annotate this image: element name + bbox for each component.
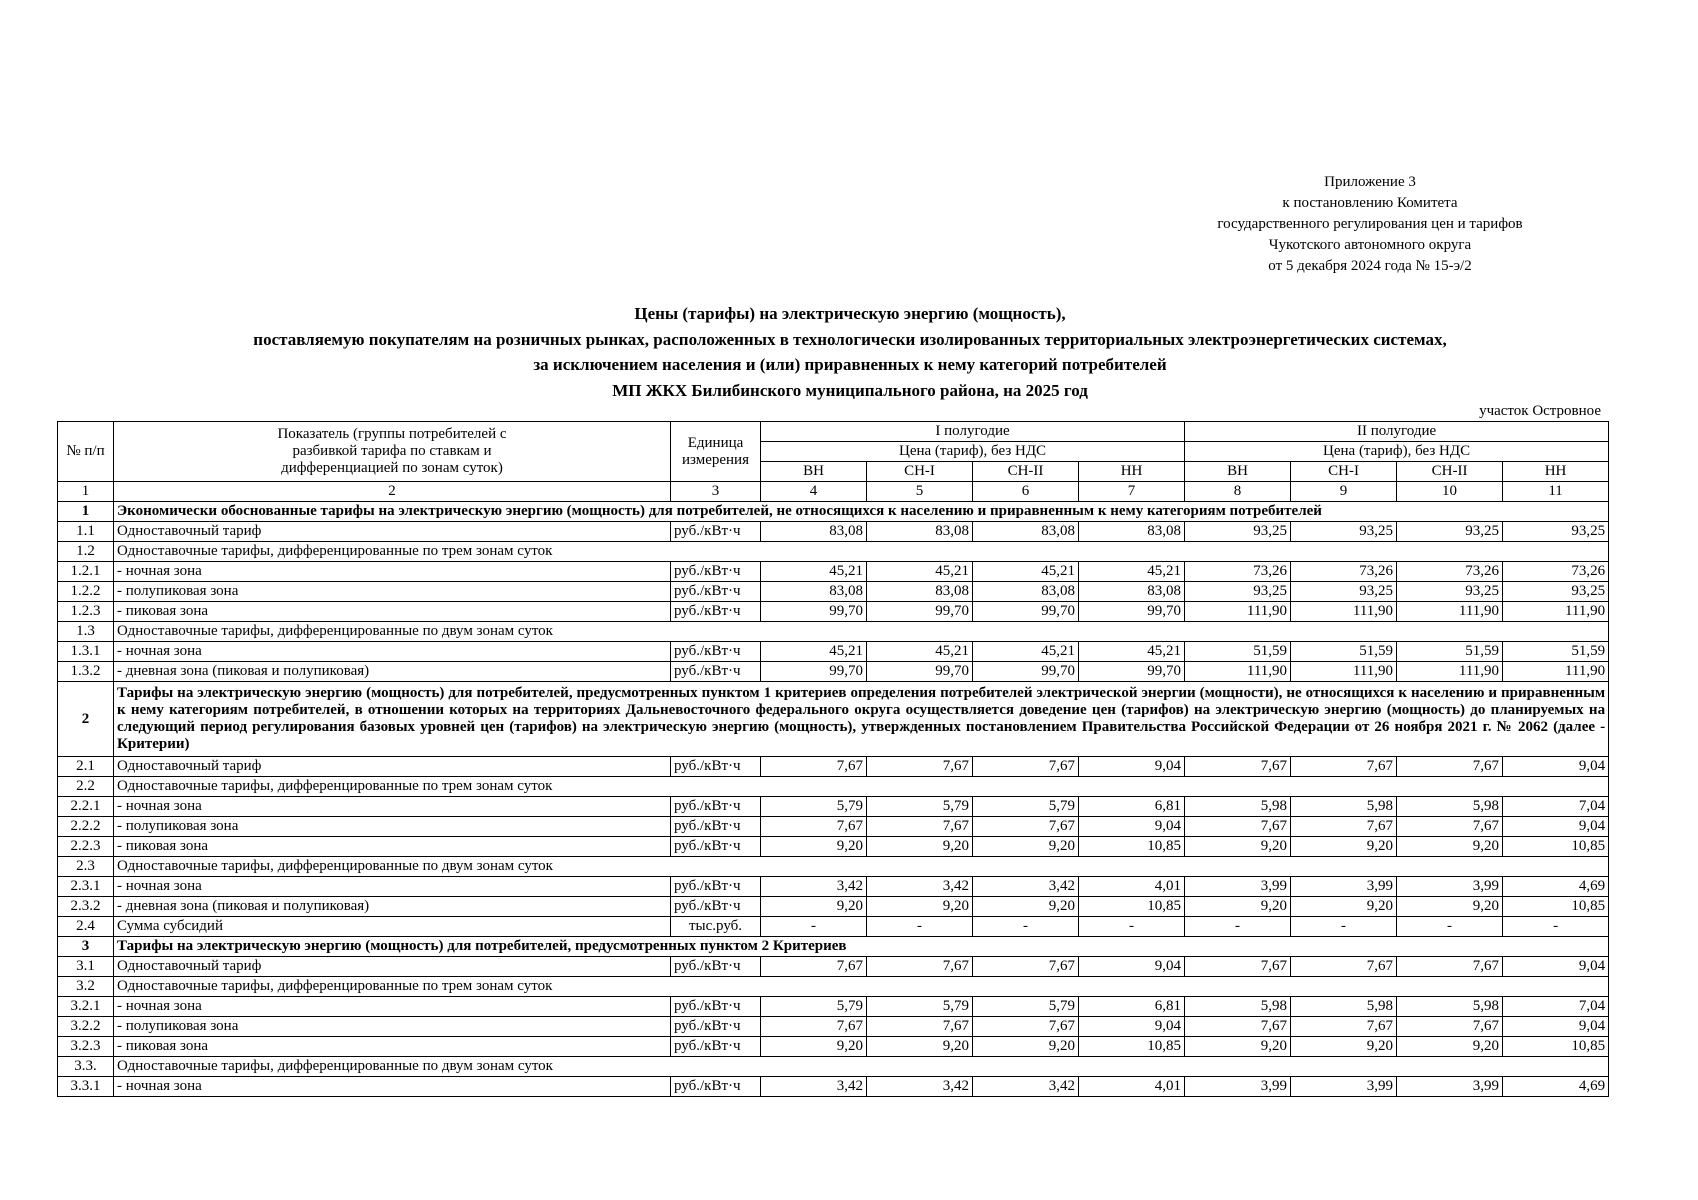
group-title: Одноставочные тарифы, дифференцированные по трем зонам суток — [114, 977, 1609, 997]
tariff-value: 7,67 — [1397, 957, 1503, 977]
tariff-value: 7,67 — [1397, 817, 1503, 837]
row-number: 2.1 — [58, 757, 114, 777]
row-unit: руб./кВт·ч — [671, 837, 761, 857]
group-row — [58, 622, 1609, 642]
tariff-value: 99,70 — [973, 662, 1079, 682]
table-row — [58, 562, 1609, 582]
tariff-value: - — [1079, 917, 1185, 937]
table-row — [58, 757, 1609, 777]
tariff-value: 99,70 — [1079, 602, 1185, 622]
tariff-value: 111,90 — [1503, 662, 1609, 682]
tariff-value: 93,25 — [1397, 522, 1503, 542]
row-number: 2.2.3 — [58, 837, 114, 857]
tariff-value: 7,67 — [973, 1017, 1079, 1037]
tariff-value: 10,85 — [1079, 1037, 1185, 1057]
tariff-value: 9,04 — [1079, 757, 1185, 777]
tariff-value: 3,42 — [761, 1077, 867, 1097]
tariff-value: 7,67 — [1185, 1017, 1291, 1037]
row-number: 2.3.1 — [58, 877, 114, 897]
tariff-value: 3,99 — [1291, 1077, 1397, 1097]
tariff-value: - — [867, 917, 973, 937]
row-unit: руб./кВт·ч — [671, 757, 761, 777]
tariff-value: - — [761, 917, 867, 937]
table-row — [58, 602, 1609, 622]
tariff-value: 99,70 — [867, 662, 973, 682]
tariff-value: 45,21 — [973, 642, 1079, 662]
row-number: 1.1 — [58, 522, 114, 542]
row-name: - пиковая зона — [114, 602, 671, 622]
tariff-value: 99,70 — [867, 602, 973, 622]
tariff-value: 10,85 — [1503, 837, 1609, 857]
tariff-value: 3,42 — [867, 877, 973, 897]
column-number: 8 — [1185, 482, 1291, 502]
tariff-value: 7,67 — [1291, 957, 1397, 977]
section-title: Экономически обоснованные тарифы на электрическую энергию (мощность) для потребителей, не относящихся к населению и приравненным к нему категориям потребителей — [114, 502, 1609, 522]
tariff-value: 7,67 — [1185, 757, 1291, 777]
tariff-value: 45,21 — [867, 642, 973, 662]
tariff-value: 5,98 — [1291, 997, 1397, 1017]
row-unit: руб./кВт·ч — [671, 642, 761, 662]
group-title: Одноставочные тарифы, дифференцированные по двум зонам суток — [114, 622, 1609, 642]
tariff-value: 3,42 — [867, 1077, 973, 1097]
tariff-value: 7,67 — [867, 757, 973, 777]
header-half1: I полугодие — [761, 422, 1185, 442]
tariff-value: 7,67 — [1291, 817, 1397, 837]
tariff-value: 7,67 — [973, 817, 1079, 837]
tariff-value: 73,26 — [1291, 562, 1397, 582]
table-row — [58, 877, 1609, 897]
row-unit: тыс.руб. — [671, 917, 761, 937]
row-name: - полупиковая зона — [114, 1017, 671, 1037]
row-number: 1.2 — [58, 542, 114, 562]
header-level: ВН — [1185, 462, 1291, 482]
tariff-value: 9,20 — [973, 897, 1079, 917]
column-number: 4 — [761, 482, 867, 502]
tariff-value: - — [973, 917, 1079, 937]
tariff-value: 7,67 — [761, 1017, 867, 1037]
tariff-value: 9,20 — [867, 1037, 973, 1057]
row-unit: руб./кВт·ч — [671, 582, 761, 602]
row-number: 3.3. — [58, 1057, 114, 1077]
tariff-value: 45,21 — [867, 562, 973, 582]
tariff-value: 9,20 — [1397, 897, 1503, 917]
tariff-value: 4,69 — [1503, 877, 1609, 897]
row-number: 2 — [58, 682, 114, 757]
tariff-value: 73,26 — [1397, 562, 1503, 582]
row-unit: руб./кВт·ч — [671, 897, 761, 917]
tariff-value: 45,21 — [973, 562, 1079, 582]
tariff-value: - — [1291, 917, 1397, 937]
header-price-label: Цена (тариф), без НДС — [761, 442, 1185, 462]
row-number: 2.2.2 — [58, 817, 114, 837]
tariff-value: 9,20 — [761, 1037, 867, 1057]
row-number: 1 — [58, 502, 114, 522]
group-title: Одноставочные тарифы, дифференцированные по трем зонам суток — [114, 777, 1609, 797]
row-name: Одноставочный тариф — [114, 957, 671, 977]
tariff-value: 93,25 — [1185, 522, 1291, 542]
row-unit: руб./кВт·ч — [671, 1017, 761, 1037]
tariff-value: 3,99 — [1397, 877, 1503, 897]
table-row — [58, 957, 1609, 977]
row-name: - ночная зона — [114, 997, 671, 1017]
tariff-value: 5,98 — [1185, 797, 1291, 817]
header-level: СН-II — [1397, 462, 1503, 482]
header-half2: II полугодие — [1185, 422, 1609, 442]
tariff-value: 9,04 — [1503, 757, 1609, 777]
header-level: ВН — [761, 462, 867, 482]
section-row — [58, 502, 1609, 522]
row-number: 3 — [58, 937, 114, 957]
row-number: 2.3 — [58, 857, 114, 877]
tariff-value: 9,20 — [1291, 1037, 1397, 1057]
tariff-value: 83,08 — [973, 582, 1079, 602]
appendix-line: Приложение 3 — [1324, 174, 1416, 190]
row-name: - дневная зона (пиковая и полупиковая) — [114, 662, 671, 682]
tariff-value: 7,04 — [1503, 797, 1609, 817]
header-level: СН-I — [1291, 462, 1397, 482]
group-row — [58, 977, 1609, 997]
tariff-value: 9,04 — [1503, 957, 1609, 977]
table-row — [58, 837, 1609, 857]
tariff-value: 99,70 — [761, 662, 867, 682]
group-row — [58, 542, 1609, 562]
title-line: Цены (тарифы) на электрическую энергию (мощность), — [634, 304, 1066, 323]
tariff-value: 111,90 — [1291, 662, 1397, 682]
appendix-line: государственного регулирования цен и тарифов — [1217, 216, 1523, 232]
tariff-value: 9,20 — [761, 897, 867, 917]
tariff-value: 9,04 — [1503, 1017, 1609, 1037]
tariff-value: 5,79 — [867, 997, 973, 1017]
column-number: 9 — [1291, 482, 1397, 502]
header-level: СН-I — [867, 462, 973, 482]
tariff-value: 111,90 — [1397, 602, 1503, 622]
appendix-line: от 5 декабря 2024 года № 15-э/2 — [1268, 258, 1472, 274]
tariff-value: 45,21 — [1079, 562, 1185, 582]
tariff-value: 3,99 — [1185, 1077, 1291, 1097]
row-number: 2.4 — [58, 917, 114, 937]
tariff-value: 9,20 — [1291, 837, 1397, 857]
tariff-value: 9,20 — [867, 897, 973, 917]
row-name: - ночная зона — [114, 642, 671, 662]
tariff-value: 45,21 — [1079, 642, 1185, 662]
tariff-value: 7,67 — [1185, 817, 1291, 837]
column-number: 6 — [973, 482, 1079, 502]
header-indicator: Показатель (группы потребителей с разбивкой тарифа по ставкам и дифференциацией по зонам суток) — [114, 422, 671, 482]
header-level: НН — [1079, 462, 1185, 482]
row-unit: руб./кВт·ч — [671, 1077, 761, 1097]
tariff-value: 9,20 — [1185, 837, 1291, 857]
section-title: Тарифы на электрическую энергию (мощность) для потребителей, предусмотренных пунктом 2 Критериев — [114, 937, 1609, 957]
tariff-value: 5,98 — [1185, 997, 1291, 1017]
group-title: Одноставочные тарифы, дифференцированные по трем зонам суток — [114, 542, 1609, 562]
table-row — [58, 817, 1609, 837]
tariff-value: 9,20 — [1291, 897, 1397, 917]
tariff-value: 5,79 — [761, 797, 867, 817]
table-row — [58, 1037, 1609, 1057]
tariff-table — [57, 421, 1609, 1097]
tariff-value: 7,67 — [761, 957, 867, 977]
tariff-value: 99,70 — [761, 602, 867, 622]
tariff-value: 9,20 — [1185, 897, 1291, 917]
tariff-value: 3,42 — [973, 877, 1079, 897]
tariff-value: 5,79 — [973, 797, 1079, 817]
section-row — [58, 682, 1609, 757]
column-number: 5 — [867, 482, 973, 502]
tariff-value: 3,42 — [973, 1077, 1079, 1097]
tariff-value: 83,08 — [867, 582, 973, 602]
group-title: Одноставочные тарифы, дифференцированные по двум зонам суток — [114, 1057, 1609, 1077]
row-number: 1.2.1 — [58, 562, 114, 582]
tariff-value: 83,08 — [867, 522, 973, 542]
tariff-value: 3,99 — [1397, 1077, 1503, 1097]
tariff-value: 7,67 — [761, 757, 867, 777]
tariff-value: 93,25 — [1185, 582, 1291, 602]
tariff-value: 10,85 — [1503, 897, 1609, 917]
row-number: 3.3.1 — [58, 1077, 114, 1097]
tariff-value: - — [1503, 917, 1609, 937]
row-unit: руб./кВт·ч — [671, 957, 761, 977]
row-number: 3.1 — [58, 957, 114, 977]
row-name: - ночная зона — [114, 877, 671, 897]
section-row — [58, 937, 1609, 957]
row-number: 1.2.3 — [58, 602, 114, 622]
column-number: 11 — [1503, 482, 1609, 502]
tariff-value: 7,67 — [1397, 757, 1503, 777]
tariff-value: 9,20 — [1185, 1037, 1291, 1057]
tariff-value: 93,25 — [1291, 582, 1397, 602]
tariff-value: 3,42 — [761, 877, 867, 897]
row-unit: руб./кВт·ч — [671, 522, 761, 542]
tariff-value: 6,81 — [1079, 797, 1185, 817]
document-title — [100, 301, 1600, 403]
tariff-value: 7,04 — [1503, 997, 1609, 1017]
tariff-value: 83,08 — [1079, 522, 1185, 542]
row-name: Одноставочный тариф — [114, 522, 671, 542]
tariff-value: 9,04 — [1079, 1017, 1185, 1037]
appendix-block — [1180, 172, 1560, 277]
column-number: 1 — [58, 482, 114, 502]
tariff-value: 111,90 — [1397, 662, 1503, 682]
row-name: - пиковая зона — [114, 1037, 671, 1057]
table-row — [58, 662, 1609, 682]
row-number: 1.3.1 — [58, 642, 114, 662]
appendix-line: Чукотского автономного округа — [1268, 237, 1472, 253]
tariff-value: 5,79 — [867, 797, 973, 817]
tariff-value: 9,04 — [1503, 817, 1609, 837]
tariff-value: 51,59 — [1397, 642, 1503, 662]
tariff-value: 7,67 — [1185, 957, 1291, 977]
header-level: НН — [1503, 462, 1609, 482]
tariff-value: 9,20 — [761, 837, 867, 857]
row-unit: руб./кВт·ч — [671, 562, 761, 582]
row-number: 1.3 — [58, 622, 114, 642]
tariff-value: 73,26 — [1503, 562, 1609, 582]
tariff-value: 5,79 — [973, 997, 1079, 1017]
tariff-value: 3,99 — [1185, 877, 1291, 897]
table-row — [58, 522, 1609, 542]
tariff-value: 9,20 — [867, 837, 973, 857]
row-name: - полупиковая зона — [114, 817, 671, 837]
row-number: 3.2.1 — [58, 997, 114, 1017]
row-unit: руб./кВт·ч — [671, 997, 761, 1017]
header-num: № п/п — [58, 422, 114, 482]
tariff-value: 9,20 — [973, 1037, 1079, 1057]
tariff-value: 83,08 — [761, 582, 867, 602]
row-name: Одноставочный тариф — [114, 757, 671, 777]
column-number: 3 — [671, 482, 761, 502]
tariff-value: - — [1185, 917, 1291, 937]
row-name: - дневная зона (пиковая и полупиковая) — [114, 897, 671, 917]
row-number: 2.3.2 — [58, 897, 114, 917]
title-line: МП ЖКХ Билибинского муниципального района, на 2025 год — [612, 380, 1088, 400]
header-level: СН-II — [973, 462, 1079, 482]
tariff-value: 93,25 — [1503, 522, 1609, 542]
tariff-value: 6,81 — [1079, 997, 1185, 1017]
row-number: 3.2.3 — [58, 1037, 114, 1057]
row-name: - пиковая зона — [114, 837, 671, 857]
section-title: Тарифы на электрическую энергию (мощность) для потребителей, предусмотренных пунктом 1 критериев определения потребителей электрической энергии (мощности), не относящихся к населению и приравненным к нему категориям потребителей, в отношении которых на территориях Дальневосточного федерального округа осуществляется доведение цен (тарифов) на электрическую энергию (мощность) до планируемых на следующий период регулирования базовых уровней цен (тарифов) на электрическую энергию (мощность), утвержденных постановлением Правительства Российской Федерации от 26 ноября 2021 г. № 2062 (далее - Критерии) — [114, 682, 1609, 757]
appendix-line: к постановлению Комитета — [1282, 195, 1458, 211]
tariff-value: 7,67 — [1291, 1017, 1397, 1037]
tariff-value: 45,21 — [761, 642, 867, 662]
tariff-value: 9,20 — [1397, 837, 1503, 857]
header-price-label: Цена (тариф), без НДС — [1185, 442, 1609, 462]
tariff-value: 111,90 — [1185, 602, 1291, 622]
tariff-value: 7,67 — [867, 1017, 973, 1037]
tariff-value: 4,01 — [1079, 877, 1185, 897]
row-name: - ночная зона — [114, 1077, 671, 1097]
tariff-value: 4,01 — [1079, 1077, 1185, 1097]
header-row — [58, 422, 1609, 442]
tariff-value: 9,20 — [973, 837, 1079, 857]
tariff-value: 9,20 — [1397, 1037, 1503, 1057]
column-number: 7 — [1079, 482, 1185, 502]
tariff-value: 7,67 — [973, 757, 1079, 777]
row-number: 3.2 — [58, 977, 114, 997]
tariff-value: 3,99 — [1291, 877, 1397, 897]
table-body — [58, 502, 1609, 1097]
column-number: 10 — [1397, 482, 1503, 502]
row-name: - ночная зона — [114, 562, 671, 582]
column-number: 2 — [114, 482, 671, 502]
title-line: за исключением населения и (или) приравненных к нему категорий потребителей — [533, 355, 1167, 374]
row-name: Сумма субсидий — [114, 917, 671, 937]
table-row — [58, 797, 1609, 817]
tariff-value: 7,67 — [761, 817, 867, 837]
column-numbers-row — [58, 482, 1609, 502]
row-unit: руб./кВт·ч — [671, 877, 761, 897]
row-name: - полупиковая зона — [114, 582, 671, 602]
tariff-value: 7,67 — [1291, 757, 1397, 777]
tariff-value: 5,79 — [761, 997, 867, 1017]
row-number: 2.2 — [58, 777, 114, 797]
tariff-value: 5,98 — [1397, 997, 1503, 1017]
tariff-value: 5,98 — [1397, 797, 1503, 817]
tariff-value: 73,26 — [1185, 562, 1291, 582]
table-row — [58, 1017, 1609, 1037]
tariff-value: 10,85 — [1503, 1037, 1609, 1057]
group-row — [58, 1057, 1609, 1077]
table-row — [58, 917, 1609, 937]
tariff-value: - — [1397, 917, 1503, 937]
section-label: участок Островное — [1479, 403, 1601, 419]
tariff-value: 93,25 — [1291, 522, 1397, 542]
row-number: 3.2.2 — [58, 1017, 114, 1037]
tariff-value: 5,98 — [1291, 797, 1397, 817]
tariff-value: 51,59 — [1291, 642, 1397, 662]
tariff-value: 45,21 — [761, 562, 867, 582]
table-row — [58, 642, 1609, 662]
tariff-value: 93,25 — [1397, 582, 1503, 602]
tariff-value: 10,85 — [1079, 897, 1185, 917]
row-number: 1.3.2 — [58, 662, 114, 682]
row-number: 1.2.2 — [58, 582, 114, 602]
row-unit: руб./кВт·ч — [671, 1037, 761, 1057]
tariff-value: 83,08 — [1079, 582, 1185, 602]
group-row — [58, 857, 1609, 877]
tariff-value: 4,69 — [1503, 1077, 1609, 1097]
tariff-value: 7,67 — [867, 817, 973, 837]
group-title: Одноставочные тарифы, дифференцированные по двум зонам суток — [114, 857, 1609, 877]
table-row — [58, 897, 1609, 917]
tariff-value: 83,08 — [761, 522, 867, 542]
tariff-value: 83,08 — [973, 522, 1079, 542]
table-row — [58, 582, 1609, 602]
row-unit: руб./кВт·ч — [671, 817, 761, 837]
row-unit: руб./кВт·ч — [671, 602, 761, 622]
tariff-value: 111,90 — [1185, 662, 1291, 682]
row-name: - ночная зона — [114, 797, 671, 817]
tariff-value: 51,59 — [1185, 642, 1291, 662]
table-row — [58, 1077, 1609, 1097]
table-row — [58, 997, 1609, 1017]
table-header — [58, 422, 1609, 502]
title-line: поставляемую покупателям на розничных рынках, расположенных в технологически изолированных территориальных электроэнергетических системах, — [253, 329, 1447, 349]
tariff-value: 9,04 — [1079, 817, 1185, 837]
row-unit: руб./кВт·ч — [671, 797, 761, 817]
tariff-value: 111,90 — [1291, 602, 1397, 622]
tariff-value: 99,70 — [973, 602, 1079, 622]
group-row — [58, 777, 1609, 797]
row-unit: руб./кВт·ч — [671, 662, 761, 682]
tariff-value: 93,25 — [1503, 582, 1609, 602]
tariff-value: 111,90 — [1503, 602, 1609, 622]
tariff-value: 51,59 — [1503, 642, 1609, 662]
row-number: 2.2.1 — [58, 797, 114, 817]
tariff-value: 10,85 — [1079, 837, 1185, 857]
tariff-value: 7,67 — [1397, 1017, 1503, 1037]
tariff-value: 9,04 — [1079, 957, 1185, 977]
header-unit: Единица измерения — [671, 422, 761, 482]
tariff-value: 7,67 — [973, 957, 1079, 977]
tariff-value: 7,67 — [867, 957, 973, 977]
tariff-value: 99,70 — [1079, 662, 1185, 682]
